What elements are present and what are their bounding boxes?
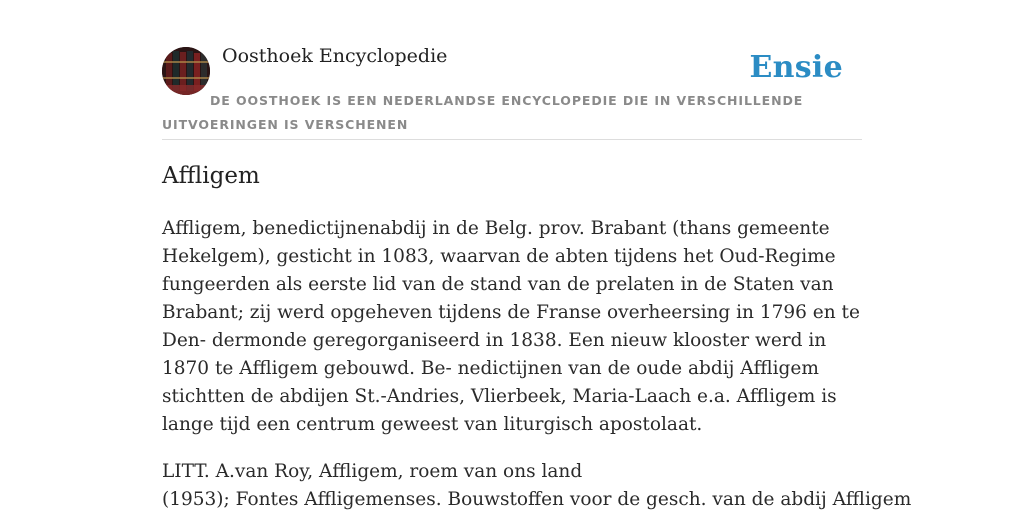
- article-title: Affligem: [162, 163, 260, 189]
- literature-line: LITT. A.van Roy, Affligem, roem van ons land: [162, 461, 583, 482]
- brand-logo[interactable]: Ensie: [749, 50, 843, 85]
- page-container: [162, 0, 912, 510]
- literature-line: (1953); Fontes Affligemenses. Bouwstoffen voor de gesch. van de abdij Affligem: [162, 489, 912, 510]
- site-tagline: DE OOSTHOEK IS EEN NEDERLANDSE ENCYCLOPEDIE DIE IN VERSCHILLENDE UITVOERINGEN IS VERSCHENEN: [162, 93, 804, 132]
- site-header: [162, 0, 862, 140]
- literature-reference: [162, 458, 912, 514]
- site-title[interactable]: Oosthoek Encyclopedie: [222, 45, 448, 67]
- book-spines-icon[interactable]: [162, 47, 210, 95]
- article-body: Affligem, benedictijnenabdij in de Belg. prov. Brabant (thans gemeente Hekelgem), gesticht in 1083, waarvan de abten tijdens het Oud-Regime fungeerden als eerste lid van de stand van de prelaten in de Staten van Brabant; zij werd opgeheven tijdens de Franse overheersing in 1796 en te Den- dermonde geregorganiseerd in 1838. Een nieuw klooster werd in 1870 te Affligem gebouwd. Be- nedictijnen van de oude abdij Affligem stichtten de abdijen St.-Andries, Vlierbeek, Maria-Laach e.a. Affligem is lange tijd een centrum geweest van liturgisch apostolaat.: [162, 218, 860, 435]
